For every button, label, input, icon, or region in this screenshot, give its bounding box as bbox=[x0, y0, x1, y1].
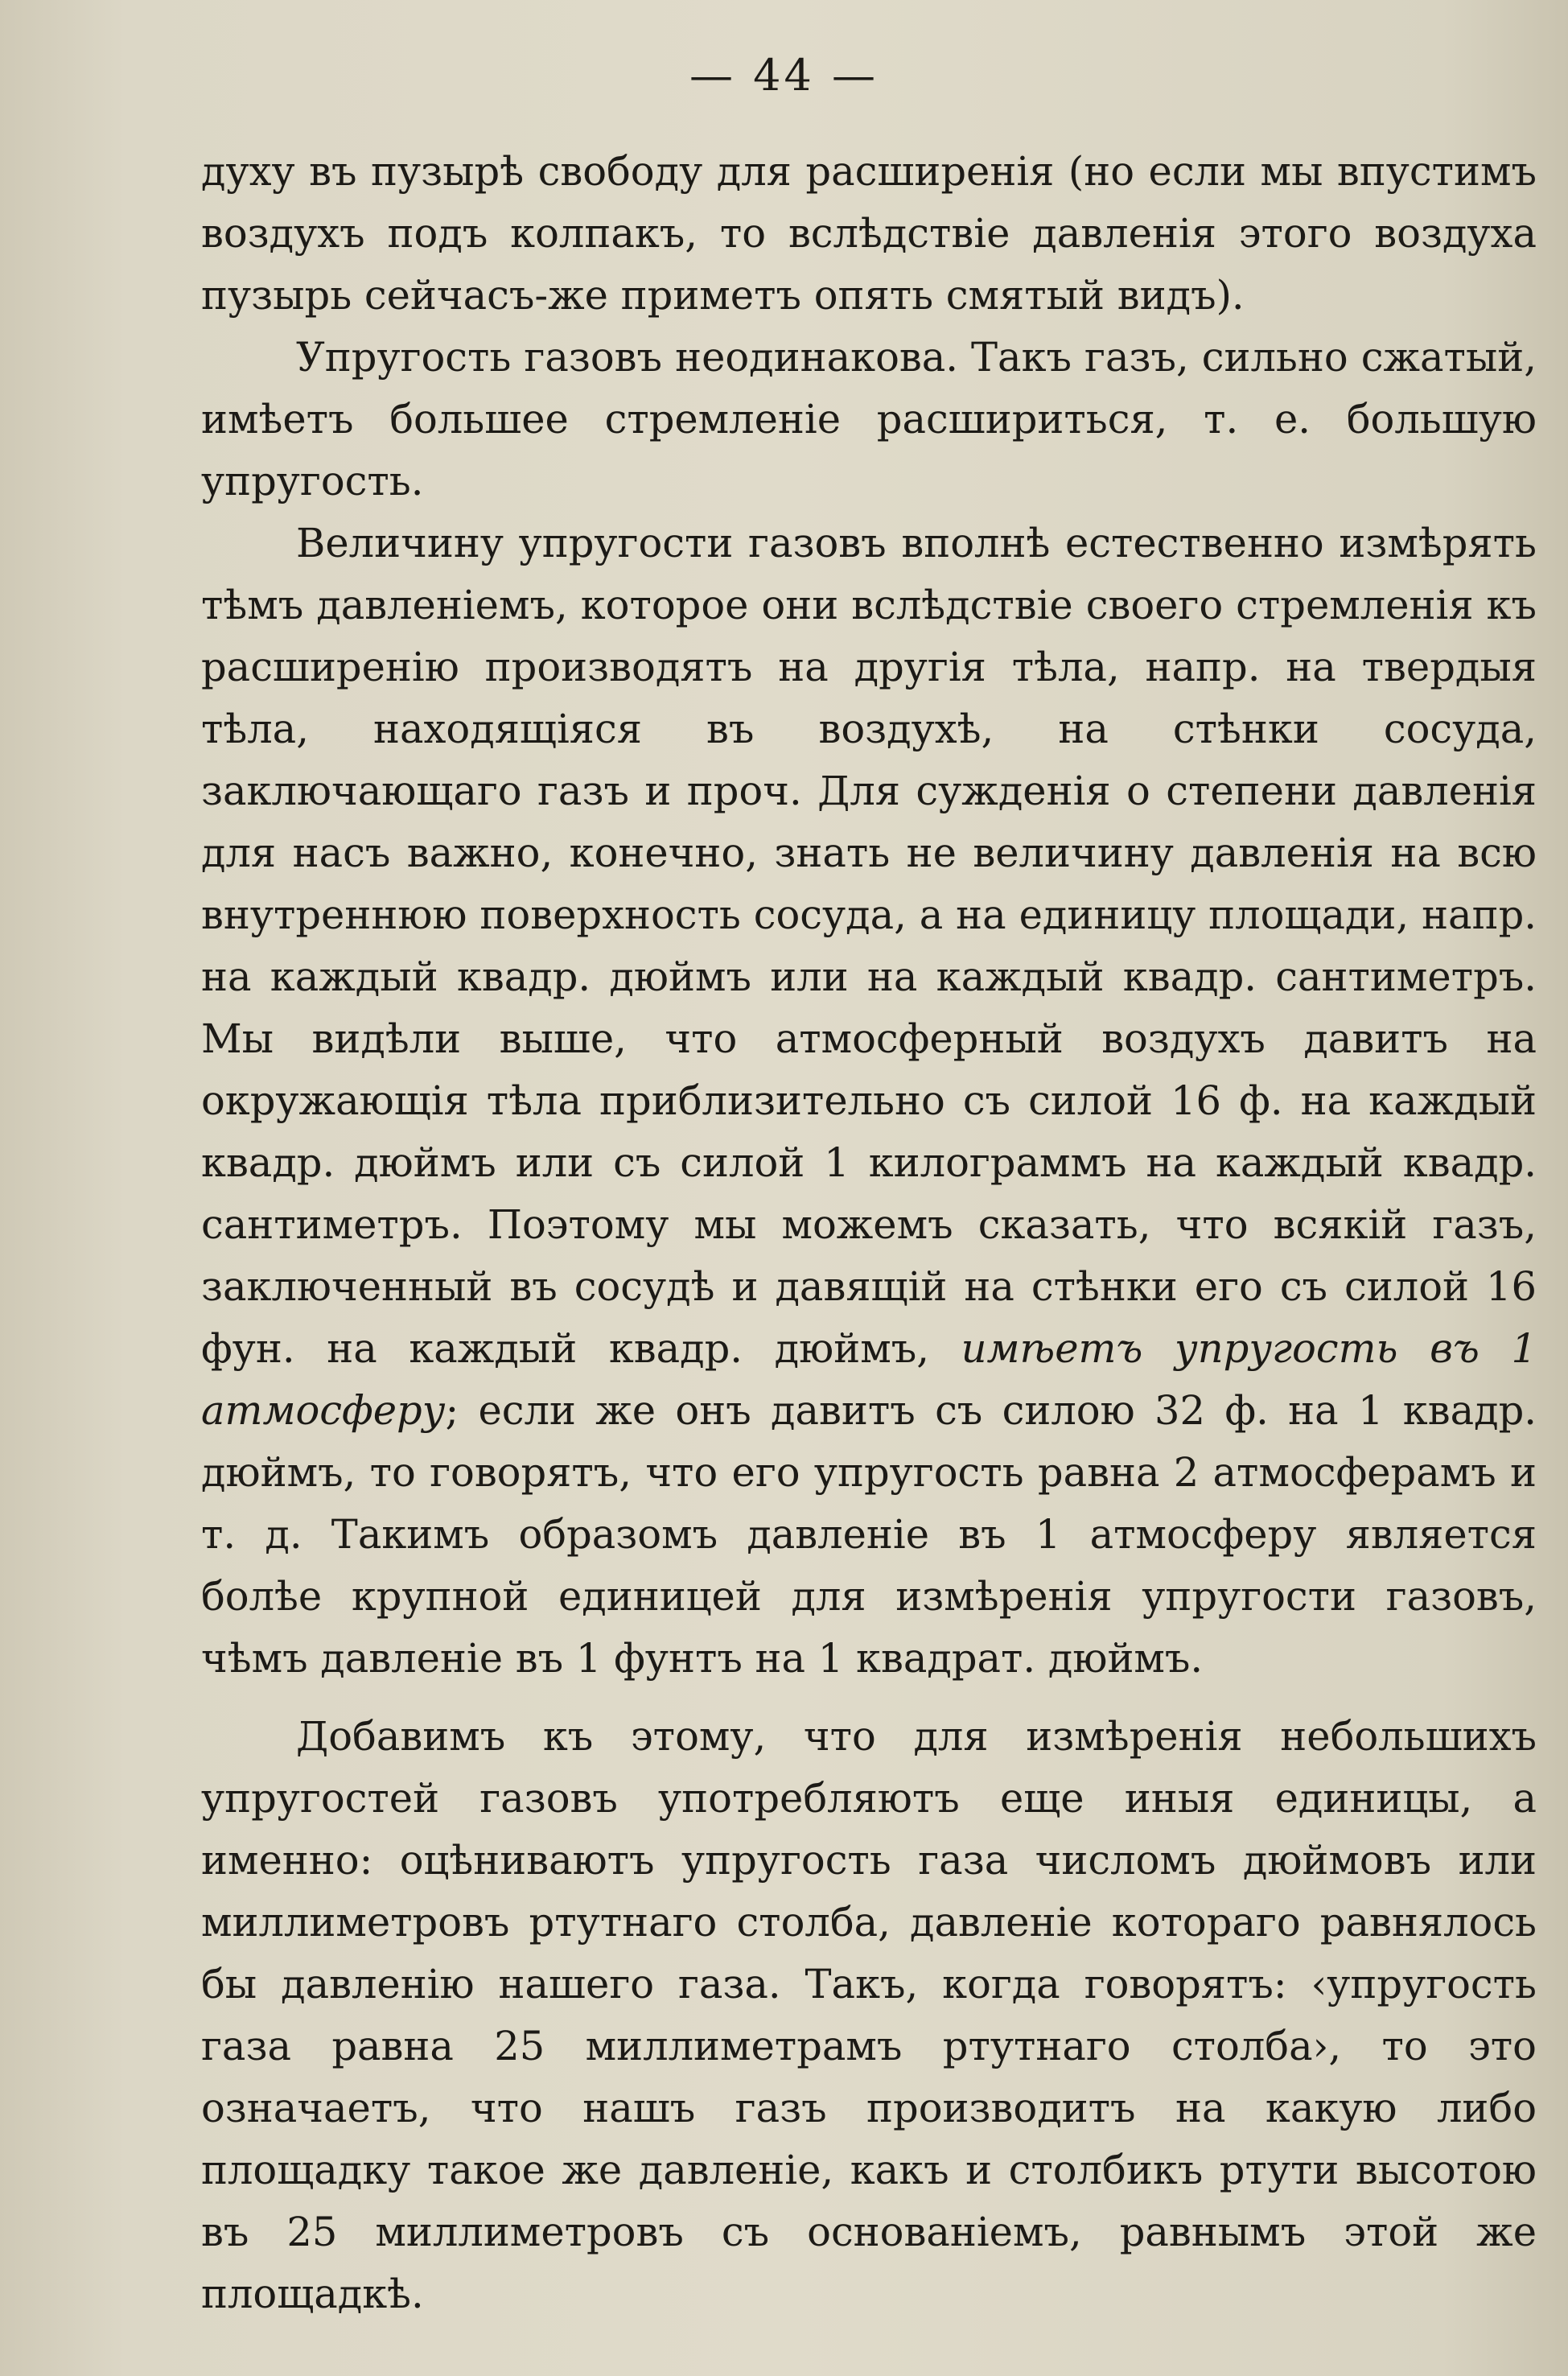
paragraph-mercury-units: Добавимъ къ этому, что для измѣренія небольшихъ упругостей газовъ употребляютъ еще иныя единицы, а именно: оцѣниваютъ упругость газа числомъ дюймовъ или миллиметровъ ртутнаго столба, давленіе котораго равнялось бы давленію нашего газа. Такъ, когда говорятъ: ‹упругость газа равна 25 миллиметрамъ ртутнаго столба›, то это означаетъ, что нашъ газъ производитъ на какую либо площадку такое же давленіе, какъ и столбикъ ртути высотою въ 25 миллиметровъ съ основаніемъ, равнымъ этой же площадкѣ. bbox=[201, 1713, 1537, 2317]
paragraph-elasticity-varies: Упругость газовъ неодинакова. Такъ газъ, сильно сжатый, имѣетъ большее стремленіе расшириться, т. е. большую упругость. bbox=[201, 334, 1537, 504]
italic-phrase: имѣетъ упругость въ 1 атмосферу bbox=[201, 1325, 1537, 1434]
page-number: — 44 — bbox=[689, 50, 879, 101]
body-text bbox=[201, 141, 1537, 2325]
paragraph-text-after-italic: ; если же онъ давитъ съ силою 32 ф. на 1 квадр. дюймъ, то говорятъ, что его упругость равна 2 атмосферамъ и т. д. Такимъ образомъ давленіе въ 1 атмосферу является болѣе крупной единицей для измѣренія упругости газовъ, чѣмъ давленіе въ 1 фунтъ на 1 квадрат. дюймъ. bbox=[201, 1387, 1537, 1682]
paragraph-measuring-elasticity bbox=[201, 513, 1537, 1690]
paragraph-text-before-italic: Величину упругости газовъ вполнѣ естественно измѣрять тѣмъ давленіемъ, которое они вслѣдствіе своего стремленія къ расширенію производятъ на другія тѣла, напр. на твердыя тѣла, находящіяся въ воздухѣ, на стѣнки сосуда, заключающаго газъ и проч. Для сужденія о степени давленія для насъ важно, конечно, знать не величину давленія на всю внутреннюю поверхность сосуда, а на единицу площади, напр. на каждый квадр. дюймъ или на каждый квадр. сантиметръ. Мы видѣли выше, что атмосферный воздухъ давитъ на окружающія тѣла приблизительно съ силой 16 ф. на каждый квадр. дюймъ или съ силой 1 килограммъ на каждый квадр. сантиметръ. Поэтому мы можемъ сказать, что всякій газъ, заключенный въ сосудѣ и давящій на стѣнки его съ силой 16 фун. на каждый квадр. дюймъ, bbox=[201, 520, 1537, 1372]
paragraph-continuation: духу въ пузырѣ свободу для расширенія (но если мы впустимъ воздухъ подъ колпакъ, то вслѣдствіе давленія этого воздуха пузырь сейчасъ-же приметъ опять смятый видъ). bbox=[201, 148, 1537, 319]
